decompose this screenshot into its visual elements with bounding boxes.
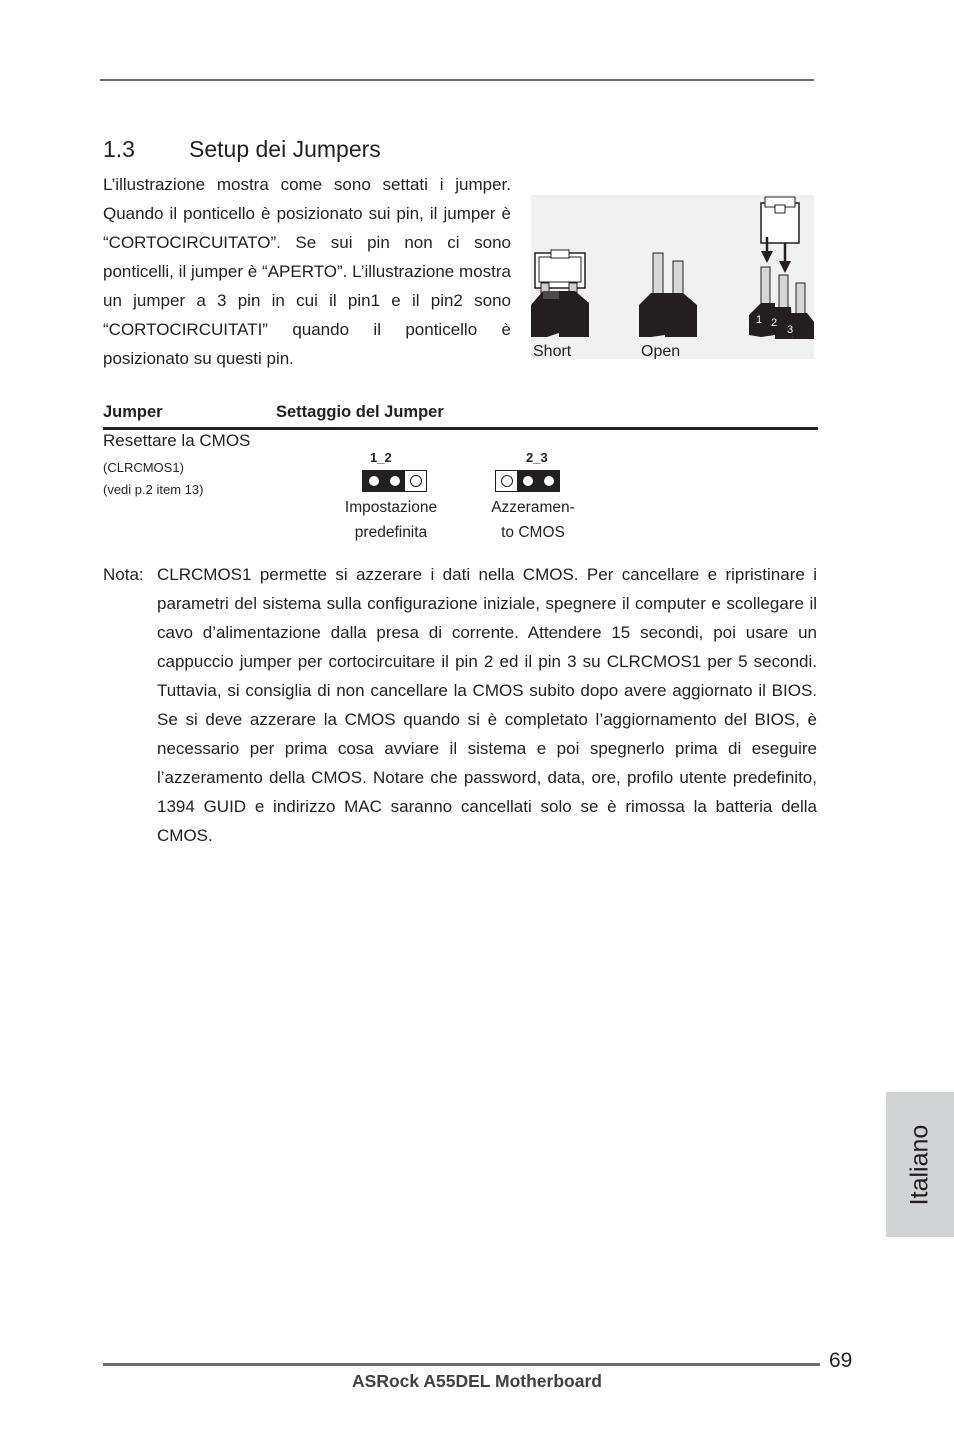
setting2-caption: [473, 495, 593, 545]
pin-number-2: 2: [771, 317, 778, 329]
open-jumper: [639, 253, 697, 337]
setting1-pin-diagram: [362, 470, 427, 492]
three-pin-jumper: [749, 197, 814, 339]
jumper-id: (CLRCMOS1): [103, 460, 184, 475]
jumper-reference: (vedi p.2 item 13): [103, 482, 204, 497]
open-label: Open: [641, 343, 681, 359]
table-header-setting: Settaggio del Jumper: [276, 403, 444, 421]
setting2-pin-label: 2_3: [526, 450, 548, 465]
pin-2-shorted: [517, 471, 538, 491]
setting1-pin-label: 1_2: [370, 450, 392, 465]
table-header-jumper: Jumper: [103, 403, 163, 421]
top-rule: [100, 79, 814, 81]
table-header-rule: [103, 427, 818, 430]
jumper-illustration-svg: [531, 195, 814, 359]
section-title: Setup dei Jumpers: [189, 136, 381, 162]
bottom-rule: [103, 1363, 820, 1366]
pin-number-3: 3: [787, 324, 794, 336]
page-number: 69: [829, 1349, 853, 1372]
note-text: CLRCMOS1 permette si azzerare i dati nella CMOS. Per cancellare e ripristinare i parametri del sistema sulla configurazione iniziale, spegnere il computer e scollegare il cavo d’alimentazione dalla presa di corrente. Attendere 15 secondi, poi usare un cappuccio jumper per cortocircuitare il pin 2 ed il pin 3 su CLRCMOS1 per 5 secondi. Tuttavia, si consiglia di non cancellare la CMOS subito dopo avere aggiornato il BIOS. Se si deve azzerare la CMOS quando si è completato l’aggiornamento del BIOS, è necessario per prima cosa avviare il sistema e poi spegnerlo prima di eseguire l’azzeramento della CMOS. Notare che password, data, ore, profilo utente predefinito, 1394 GUID e indirizzo MAC saranno cancellati solo se è rimossa la batteria della CMOS.: [157, 565, 817, 845]
setting1-caption-line1: Impostazione: [344, 499, 438, 516]
jumper-illustration: [531, 195, 814, 359]
section-number: 1.3: [103, 136, 135, 162]
language-tab: [886, 1092, 954, 1237]
short-label: Short: [533, 343, 572, 359]
setting1-caption-line2: predefinita: [354, 524, 428, 541]
pin-3-shorted: [538, 471, 559, 491]
pin-1-open: [496, 471, 517, 491]
setting2-pin-diagram: [495, 470, 560, 492]
pin-number-1: 1: [756, 314, 763, 326]
section-heading: [103, 136, 381, 163]
setting2-caption-line1: Azzeramen-: [491, 499, 575, 516]
setting2-caption-line2: to CMOS: [501, 524, 565, 541]
language-tab-label: Italiano: [905, 1124, 934, 1205]
intro-paragraph: L’illustrazione mostra come sono settati i jumper. Quando il ponticello è posizionato sui pin, il jumper è “CORTOCIRCUITATO”. Se sui pin non ci sono ponticelli, il jumper è “APERTO”. L’illustrazione mostra un jumper a 3 pin in cui il pin1 e il pin2 sono “CORTOCIRCUITATI” quando il ponticello è posizionato su questi pin.: [103, 175, 511, 368]
pin-1-shorted: [363, 471, 384, 491]
note-label: Nota:: [103, 565, 144, 584]
short-jumper: [531, 250, 589, 337]
pin-3-open: [405, 471, 426, 491]
footer-product-name: ASRock A55DEL Motherboard: [352, 1371, 602, 1391]
jumper-name: Resettare la CMOS: [103, 431, 251, 450]
pin-2-shorted: [384, 471, 405, 491]
setting1-caption: [331, 495, 451, 545]
